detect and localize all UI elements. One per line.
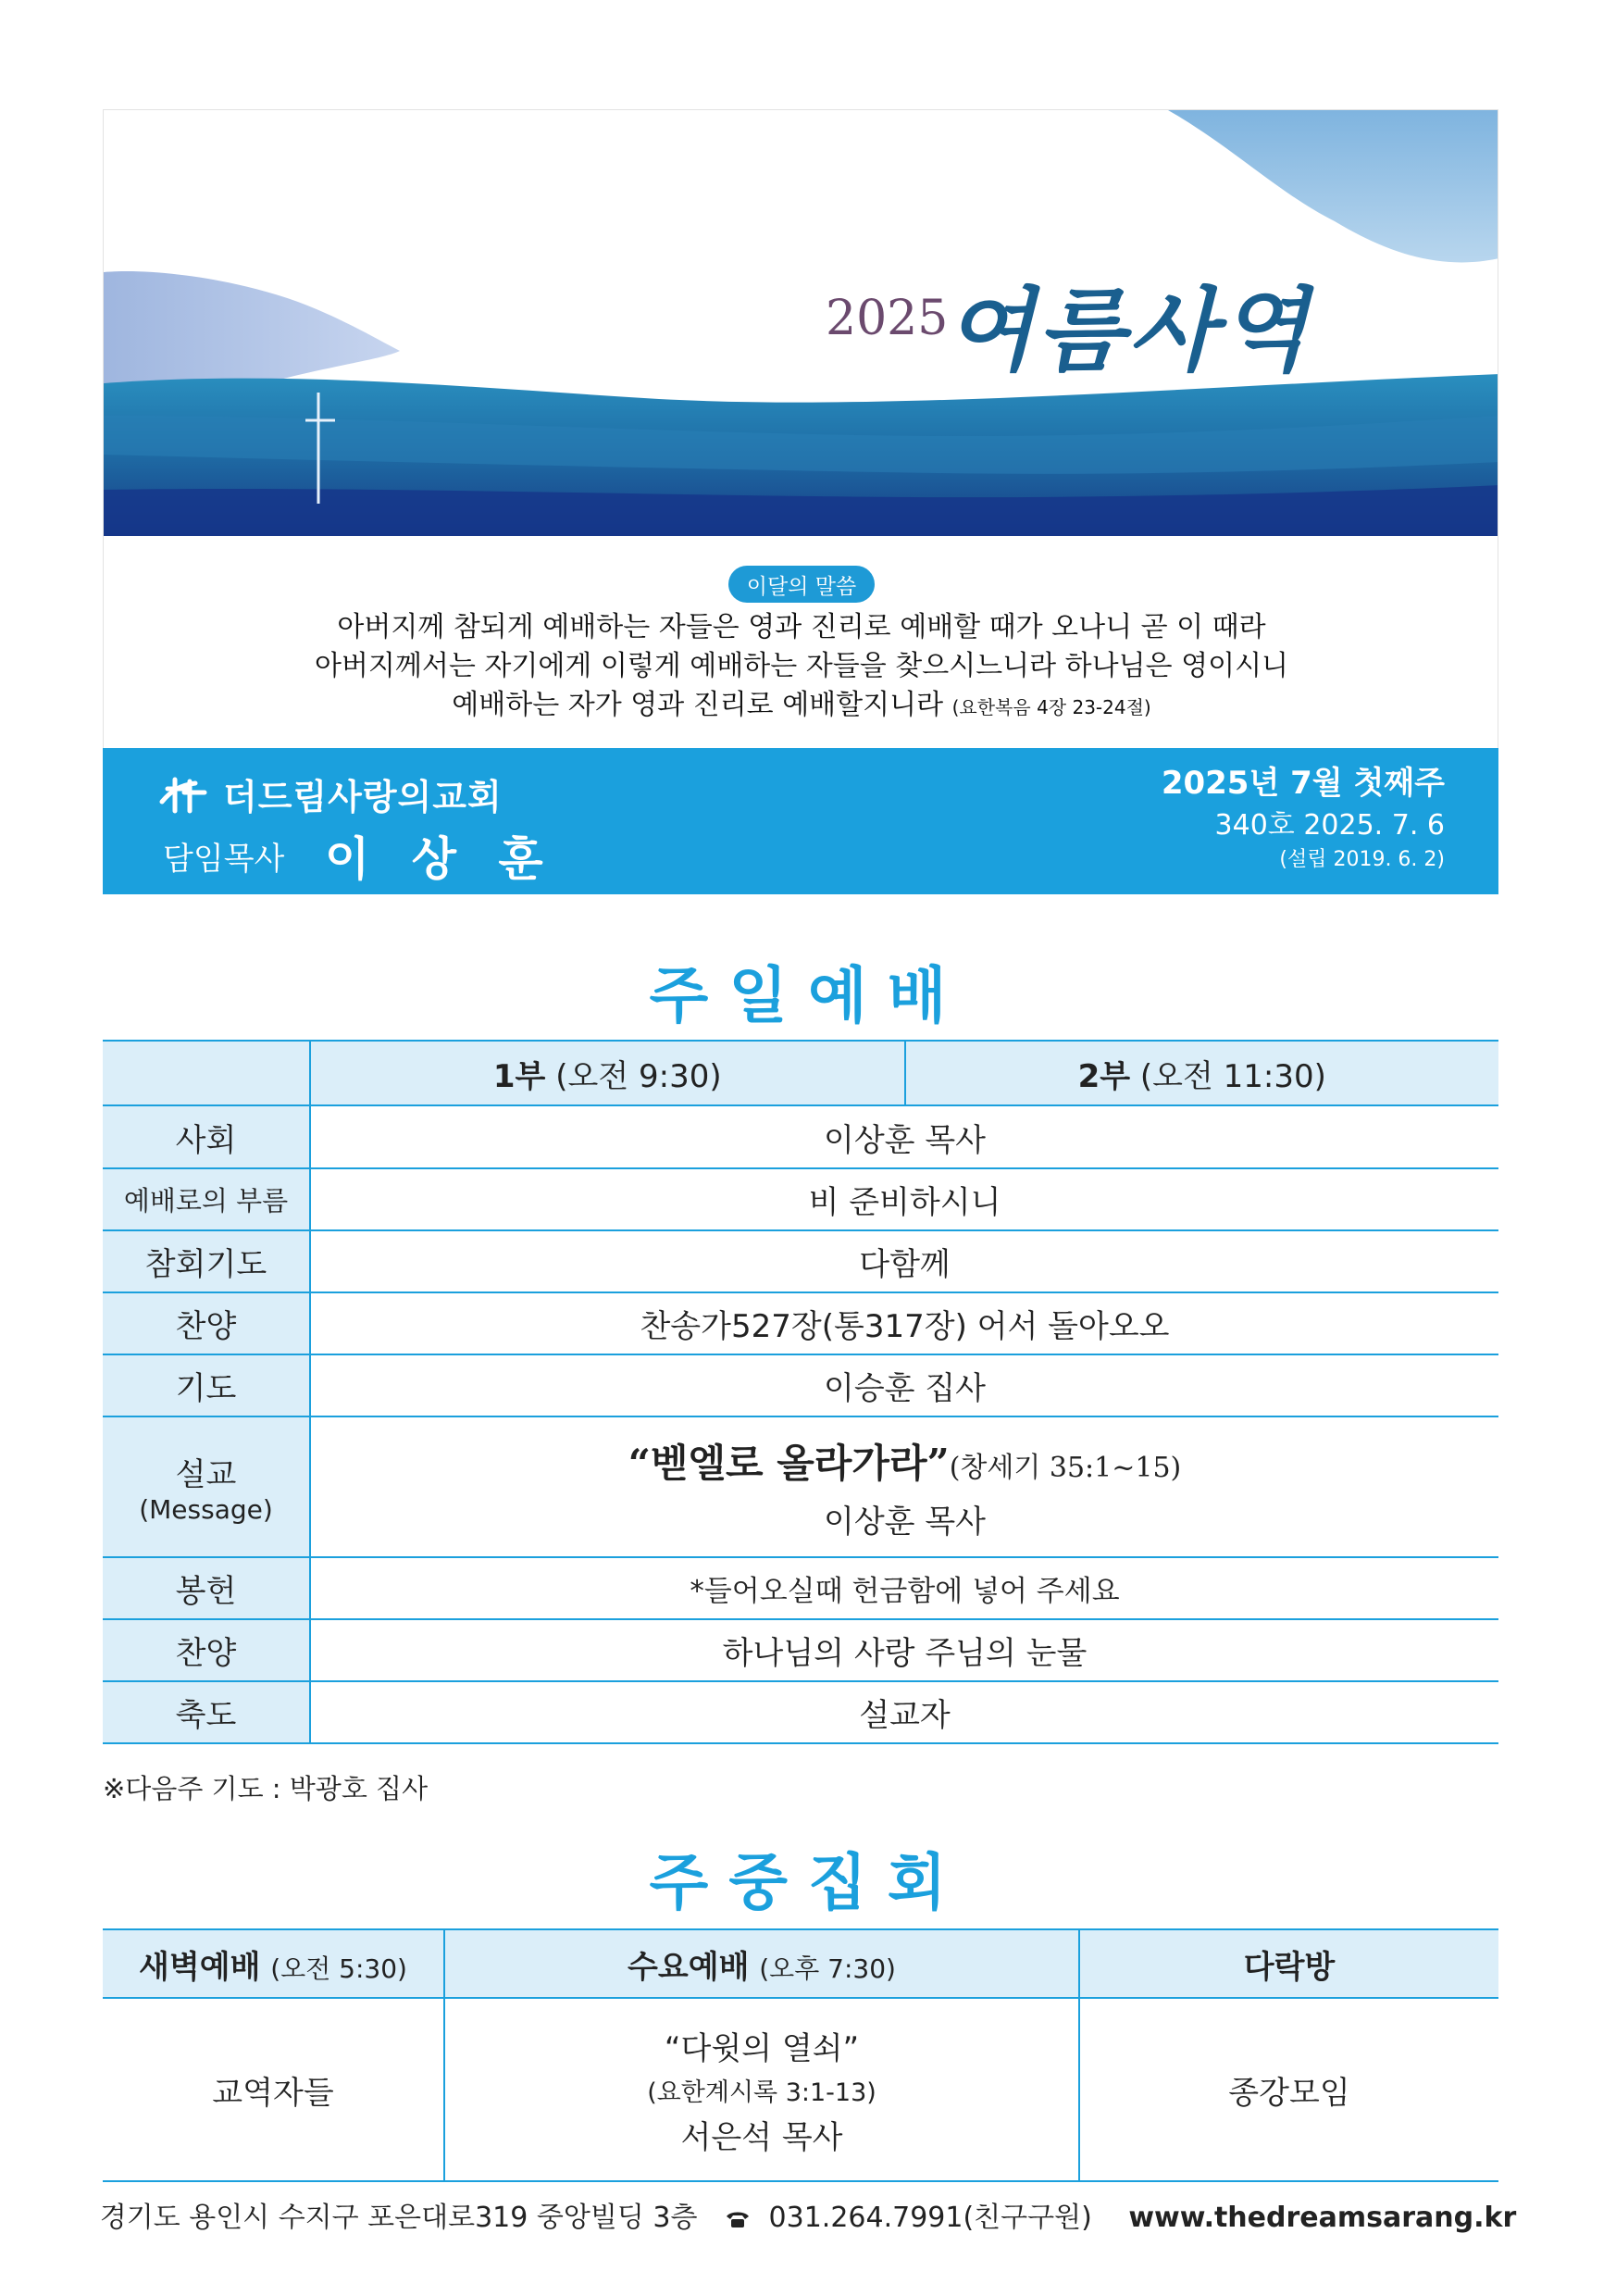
sermon-title: “벧엘로 올라가라” (628, 1440, 950, 1486)
verse-line-text: 예배하는 자가 영과 진리로 예배할지니라 (452, 689, 944, 721)
sermon-reference: (창세기 35:1~15) (949, 1451, 1182, 1484)
verse-line: 아버지께서는 자기에게 이렇게 예배하는 자들을 찾으시느니라 하나님은 영이시니 (314, 650, 1289, 682)
wednesday-service-time: (오후 7:30) (759, 1953, 896, 1984)
verse-reference: (요한복음 4장 23-24절) (951, 696, 1151, 718)
weekday-header-row (103, 1928, 1498, 1999)
dawn-service-name: 새벽예배 (139, 1948, 261, 1986)
row-label: 사회 (103, 1106, 311, 1167)
bulletin-week: 2025년 7월 첫째주 (1161, 765, 1445, 802)
dawn-service-leader: 교역자들 (103, 1999, 445, 2180)
sermon-label (103, 1417, 311, 1556)
theme-year: 2025 (826, 291, 949, 346)
row-label: 참회기도 (103, 1231, 311, 1292)
sunday-service-table (103, 1040, 1498, 1744)
small-group-header (1080, 1930, 1498, 1997)
service-1-time: (오전 9:30) (555, 1057, 722, 1095)
row-value: *들어오실때 헌금함에 넣어 주세요 (690, 1575, 1120, 1608)
church-address: 경기도 용인시 수지구 포은대로319 중앙빌딩 3층 (99, 2202, 698, 2234)
verse-line: 아버지께 참되게 예배하는 자들은 영과 진리로 예배할 때가 오나니 곧 이 때라 (337, 611, 1266, 643)
church-header (103, 748, 1498, 894)
wednesday-service-header (445, 1930, 1080, 1997)
row-value: 다함께 (859, 1246, 951, 1283)
table-row (103, 1293, 1498, 1355)
pastor-role: 담임목사 (163, 841, 285, 878)
church-logo-icon (158, 774, 210, 815)
row-value: 설교자 (859, 1697, 951, 1734)
verse-badge: 이달의 말씀 (728, 566, 875, 603)
dawn-service-header (103, 1930, 445, 1997)
verse-line (104, 686, 1498, 727)
row-label: 찬양 (103, 1620, 311, 1680)
row-label: 찬양 (103, 1293, 311, 1354)
row-value: 이상훈 목사 (823, 1121, 987, 1159)
bulletin-issue: 340호 2025. 7. 6 (1214, 809, 1445, 842)
sunday-service-title: 주일예배 (649, 960, 967, 1031)
wednesday-service-name: 수요예배 (628, 1948, 750, 1986)
table-row (103, 1620, 1498, 1682)
wednesday-service-detail (445, 1999, 1080, 2180)
row-label: 예배로의 부름 (103, 1169, 311, 1229)
banner (103, 109, 1498, 748)
sermon-preacher: 이상훈 목사 (823, 1503, 987, 1541)
sermon-label-text: 설교 (175, 1456, 237, 1493)
website-link[interactable]: www.thedreamsarang.kr (1128, 2202, 1517, 2234)
table-row (103, 1355, 1498, 1417)
theme-title: 여름사역 (946, 278, 1311, 384)
row-label: 기도 (103, 1355, 311, 1416)
footer (0, 2194, 1616, 2235)
service-1-name: 1부 (492, 1057, 546, 1095)
small-group-detail: 종강모임 (1228, 2074, 1350, 2112)
wednesday-preacher: 서은석 목사 (680, 2118, 843, 2156)
row-value: 비 준비하시니 (808, 1184, 1001, 1221)
service-2-header (906, 1042, 1499, 1104)
founding-date: (설립 2019. 6. 2) (1279, 848, 1445, 871)
table-row (103, 1231, 1498, 1293)
service-2-time: (오전 11:30) (1139, 1057, 1326, 1095)
sermon-value (311, 1417, 1498, 1556)
monthly-verse (104, 608, 1498, 727)
weekday-meetings-table (103, 1928, 1498, 2182)
phone-number: 031.264.7991(친구구원) (768, 2202, 1092, 2234)
row-label: 봉헌 (103, 1558, 311, 1618)
service-2-name: 2부 (1077, 1057, 1131, 1095)
row-value: 찬송가527장(통317장) 어서 돌아오오 (640, 1308, 1170, 1345)
sermon-label-sub: (Message) (139, 1494, 273, 1525)
table-row (103, 1106, 1498, 1169)
phone-icon (725, 2209, 751, 2229)
table-header-row (103, 1040, 1498, 1106)
table-row (103, 1169, 1498, 1231)
header-corner (103, 1042, 311, 1104)
next-week-prayer: ※다음주 기도 : 박광호 집사 (103, 1773, 429, 1804)
issue-info (1162, 761, 1445, 874)
small-group-name: 다락방 (1243, 1948, 1336, 1986)
weekday-meetings-title: 주중집회 (649, 1847, 967, 1918)
table-row (103, 1682, 1498, 1744)
phone-contact (725, 2202, 1110, 2234)
row-label: 축도 (103, 1682, 311, 1742)
row-value: 하나님의 사랑 주님의 눈물 (722, 1635, 1088, 1672)
service-1-header (311, 1042, 906, 1104)
wednesday-sermon-reference: (요한계시록 3:1-13) (647, 2078, 876, 2107)
pastor-name: 이 상 훈 (325, 832, 556, 886)
weekday-detail-row (103, 1999, 1498, 2182)
church-name: 더드림사랑의교회 (223, 777, 503, 817)
wednesday-sermon-title: “다윗의 열쇠” (664, 2029, 860, 2067)
sermon-row (103, 1417, 1498, 1558)
row-value: 이승훈 집사 (823, 1370, 987, 1407)
dawn-service-time: (오전 5:30) (270, 1953, 407, 1984)
table-row (103, 1558, 1498, 1620)
